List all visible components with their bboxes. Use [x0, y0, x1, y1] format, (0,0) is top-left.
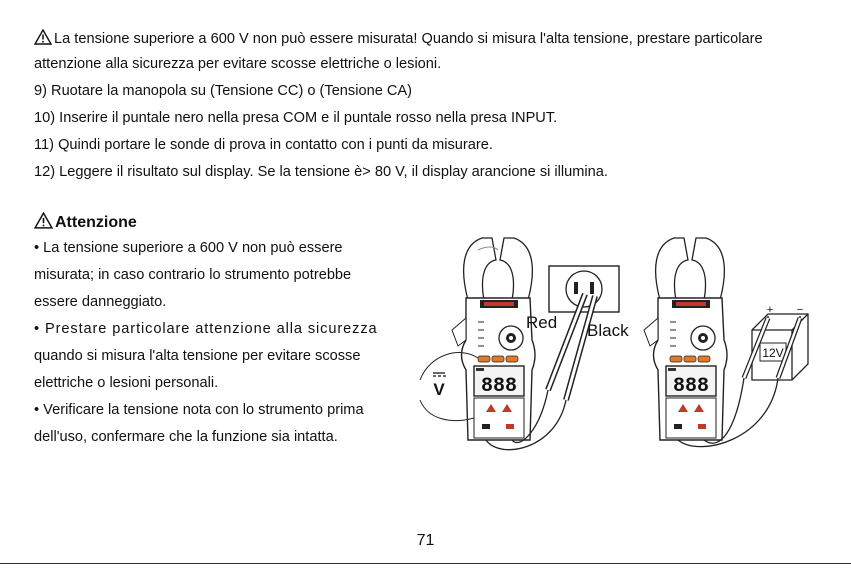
- red-lead-label: Red: [526, 313, 558, 332]
- clamp-meter-right: [644, 238, 727, 440]
- black-lead-label: Black: [587, 321, 629, 340]
- attention-line-3: essere danneggiato.: [34, 294, 167, 310]
- step-11: 11) Quindi portare le sonde di prova in contatto con i punti da misurare.: [34, 137, 493, 153]
- minus-sign: −: [796, 304, 804, 316]
- attention-line-4: • Prestare particolare attenzione alla sicurezza: [34, 321, 378, 337]
- footer-rule: [0, 563, 851, 564]
- page-number: 71: [416, 532, 435, 549]
- lcd-digits-right: 888: [672, 375, 710, 398]
- clamp-meter-left: [452, 238, 535, 440]
- attention-line-8: dell'uso, confermare che la funzione sia intatta.: [34, 429, 338, 445]
- lcd-digits-left: 888: [480, 375, 518, 398]
- volt-symbol: V: [433, 380, 445, 399]
- attention-line-5: quando si misura l'alta tensione per evitare scosse: [34, 348, 361, 364]
- attention-line-7: • Verificare la tensione nota con lo strumento prima: [34, 402, 364, 418]
- attention-line-6: elettriche o lesioni personali.: [34, 375, 219, 391]
- plus-sign: +: [766, 304, 774, 316]
- attention-line-1: • La tensione superiore a 600 V non può essere: [34, 240, 343, 256]
- attention-line-2: misurata; in caso contrario lo strumento potrebbe: [34, 267, 352, 283]
- intro-text-1: La tensione superiore a 600 V non può essere misurata! Quando si misura l'alta tensione, prestare particolare: [54, 31, 763, 47]
- step-12: 12) Leggere il risultato sul display. Se la tensione è> 80 V, il display arancione si illumina.: [34, 164, 608, 180]
- wall-outlet: [549, 266, 619, 312]
- step-9: 9) Ruotare la manopola su (Tensione CC) o (Tensione CA): [34, 83, 412, 99]
- attention-title: Attenzione: [55, 214, 137, 231]
- battery-label: 12V: [762, 346, 784, 360]
- intro-line-2: attenzione alla sicurezza per evitare scosse elettriche o lesioni.: [34, 56, 442, 72]
- step-10: 10) Inserire il puntale nero nella presa COM e il puntale rosso nella presa INPUT.: [34, 110, 558, 126]
